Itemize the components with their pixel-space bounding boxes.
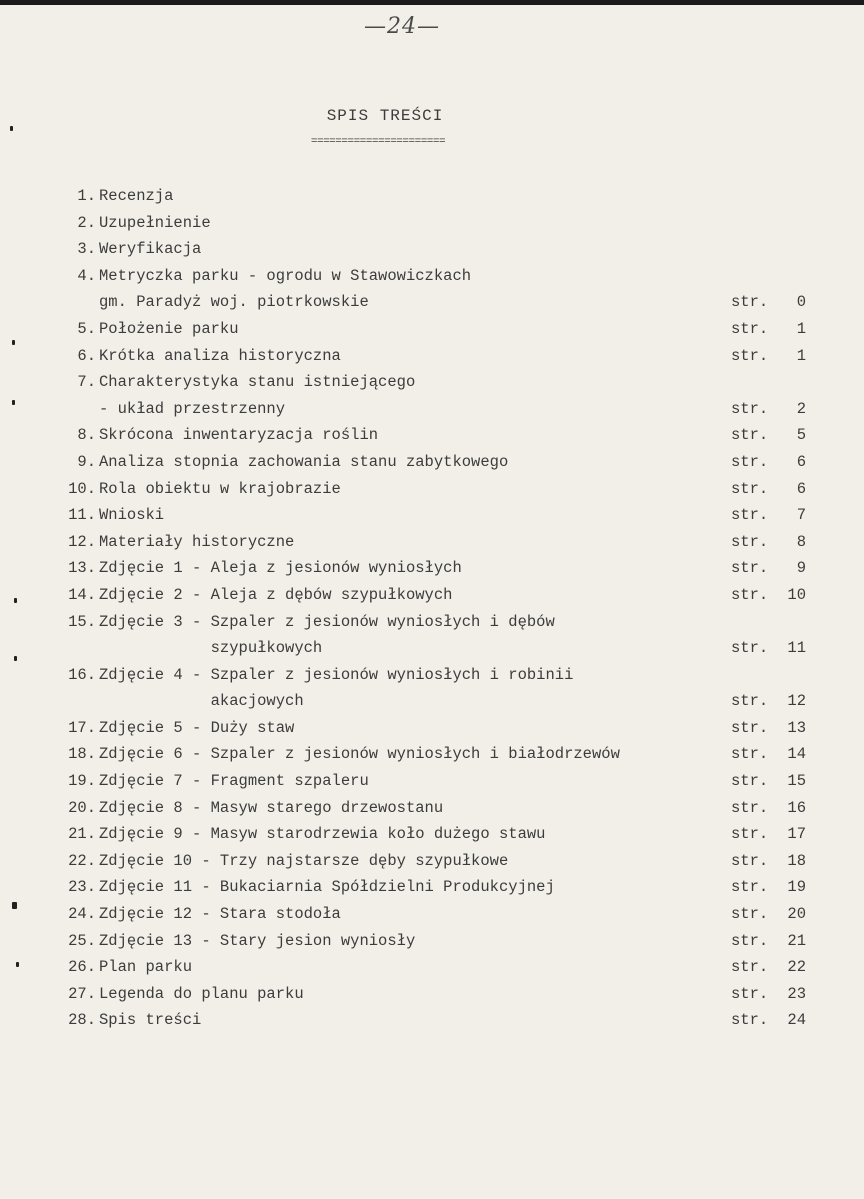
toc-entry <box>56 345 816 372</box>
page-value: 13 <box>787 718 806 737</box>
toc-entry-page <box>731 850 811 872</box>
title-underline: ====================== <box>310 136 446 148</box>
toc-entry <box>56 690 816 717</box>
toc-entry-title: Materiały historyczne <box>99 532 295 551</box>
toc-entry-page <box>731 291 811 313</box>
toc-entry <box>56 185 816 212</box>
scan-top-edge <box>0 0 864 5</box>
toc-entry-number: 25. <box>68 931 96 950</box>
page-prefix: str. <box>731 825 769 844</box>
page-value: 17 <box>787 825 806 844</box>
toc-entry-number: 20. <box>68 798 96 817</box>
toc-entry <box>56 983 816 1010</box>
toc-entry <box>56 770 816 797</box>
page-prefix: str. <box>731 559 769 578</box>
page-prefix: str. <box>731 639 769 658</box>
toc-entry-page <box>731 451 811 473</box>
toc-entry-number: 26. <box>68 958 96 977</box>
toc-entry-page <box>731 478 811 500</box>
toc-entry-number: 11. <box>68 506 96 525</box>
toc-entry <box>56 478 816 505</box>
toc-entry-page <box>731 717 811 739</box>
page-value: 8 <box>796 532 806 551</box>
toc-entry-page <box>731 345 811 367</box>
toc-entry <box>56 424 816 451</box>
toc-entry-number: 17. <box>68 718 96 737</box>
toc-entry-title: Zdjęcie 9 - Masyw starodrzewia koło dużego stawu <box>99 825 546 844</box>
toc-entry-page <box>731 504 811 526</box>
toc-entry-page <box>731 637 811 659</box>
toc-entry <box>56 451 816 478</box>
toc-entry-title: Spis treści <box>99 1011 202 1030</box>
page-value: 14 <box>787 745 806 764</box>
toc-entry-title: Zdjęcie 5 - Duży staw <box>99 718 295 737</box>
toc-entry-number: 16. <box>68 665 96 684</box>
page-number: —24— <box>364 14 440 39</box>
page-value: 24 <box>787 1011 806 1030</box>
toc-entry-page <box>731 690 811 712</box>
toc-entry-number: 18. <box>68 745 96 764</box>
toc-entry-number: 19. <box>68 772 96 791</box>
toc-entry <box>56 930 816 957</box>
page-prefix: str. <box>731 293 769 312</box>
toc-entry <box>56 637 816 664</box>
toc-entry-title: - układ przestrzenny <box>99 399 286 418</box>
page-prefix: str. <box>731 426 769 445</box>
toc-entry-number: 3. <box>77 240 96 259</box>
toc-entry-title: Zdjęcie 11 - Bukaciarnia Spółdzielni Produkcyjnej <box>99 878 555 897</box>
toc-entry-page <box>731 1009 811 1031</box>
toc-entry-title: akacjowych <box>99 692 304 711</box>
page-prefix: str. <box>731 984 769 1003</box>
toc-entry <box>56 797 816 824</box>
page-value: 19 <box>787 878 806 897</box>
toc-entry <box>56 876 816 903</box>
page-value: 20 <box>787 905 806 924</box>
page-prefix: str. <box>731 1011 769 1030</box>
page-value: 1 <box>796 346 806 365</box>
toc-entry <box>56 743 816 770</box>
toc-entry <box>56 504 816 531</box>
page-prefix: str. <box>731 452 769 471</box>
margin-mark <box>10 126 13 131</box>
page-prefix: str. <box>731 585 769 604</box>
toc-entry-title: Zdjęcie 4 - Szpaler z jesionów wyniosłych i robinii <box>99 665 574 684</box>
toc-entry-title: Legenda do planu parku <box>99 984 304 1003</box>
page-value: 1 <box>796 319 806 338</box>
toc-entry-title: Analiza stopnia zachowania stanu zabytkowego <box>99 452 509 471</box>
page-value: 10 <box>787 585 806 604</box>
toc-entry <box>56 212 816 239</box>
margin-mark <box>14 598 17 603</box>
toc-entry-page <box>731 531 811 553</box>
toc-entry-title: Skrócona inwentaryzacja roślin <box>99 426 379 445</box>
toc-entry-title: Plan parku <box>99 958 193 977</box>
page-prefix: str. <box>731 745 769 764</box>
toc-entry-title: Zdjęcie 6 - Szpaler z jesionów wyniosłych i białodrzewów <box>99 745 620 764</box>
toc-entry-title: Zdjęcie 3 - Szpaler z jesionów wyniosłych i dębów <box>99 612 555 631</box>
toc-entry-page <box>731 424 811 446</box>
page-prefix: str. <box>731 931 769 950</box>
toc-entry-page <box>731 983 811 1005</box>
toc-entry-page <box>731 903 811 925</box>
toc-entry-number: 2. <box>77 213 96 232</box>
toc-entry-number: 1. <box>77 187 96 205</box>
toc-entry <box>56 531 816 558</box>
page-prefix: str. <box>731 798 769 817</box>
toc-entry-number: 15. <box>68 612 96 631</box>
toc-entry-title: Rola obiektu w krajobrazie <box>99 479 341 498</box>
toc-entry-title: Recenzja <box>99 187 174 205</box>
margin-mark <box>12 340 15 345</box>
page-prefix: str. <box>731 532 769 551</box>
toc-entry-title: Uzupełnienie <box>99 213 211 232</box>
page-prefix: str. <box>731 692 769 711</box>
toc-entry <box>56 265 816 292</box>
page-value: 22 <box>787 958 806 977</box>
page-title: SPIS TREŚCI <box>326 107 444 125</box>
page-value: 0 <box>796 293 806 312</box>
margin-mark <box>12 400 15 405</box>
toc-entry-number: 8. <box>77 426 96 445</box>
toc-entry-number: 5. <box>77 319 96 338</box>
toc-entry-page <box>731 930 811 952</box>
toc-entry-number: 4. <box>77 266 96 285</box>
toc-entry-number: 28. <box>68 1011 96 1030</box>
page-value: 5 <box>796 426 806 445</box>
toc-entry <box>56 850 816 877</box>
toc-entry-page <box>731 743 811 765</box>
toc-entry-number: 7. <box>77 373 96 392</box>
page-prefix: str. <box>731 905 769 924</box>
toc-entry <box>56 398 816 425</box>
toc-entry-page <box>731 770 811 792</box>
page-value: 2 <box>796 399 806 418</box>
toc-entry <box>56 238 816 265</box>
page-value: 7 <box>796 506 806 525</box>
page-value: 12 <box>787 692 806 711</box>
toc-entry <box>56 903 816 930</box>
page-prefix: str. <box>731 346 769 365</box>
toc-entry-title: Zdjęcie 1 - Aleja z jesionów wyniosłych <box>99 559 462 578</box>
toc-entry-number: 9. <box>77 452 96 471</box>
page-value: 16 <box>787 798 806 817</box>
toc-entry-title: Wnioski <box>99 506 165 525</box>
page-prefix: str. <box>731 958 769 977</box>
page-prefix: str. <box>731 772 769 791</box>
toc-entry-page <box>731 557 811 579</box>
page-prefix: str. <box>731 479 769 498</box>
toc-entry <box>56 291 816 318</box>
margin-mark <box>16 962 19 967</box>
toc-entry-title: Położenie parku <box>99 319 239 338</box>
margin-mark <box>14 656 17 661</box>
toc-entry-title: Zdjęcie 7 - Fragment szpaleru <box>99 772 369 791</box>
page-prefix: str. <box>731 399 769 418</box>
toc-entry <box>56 717 816 744</box>
toc-entry-page <box>731 876 811 898</box>
page-prefix: str. <box>731 506 769 525</box>
page-value: 9 <box>796 559 806 578</box>
toc-entry-title: szypułkowych <box>99 639 323 658</box>
page-prefix: str. <box>731 718 769 737</box>
table-of-contents <box>56 185 816 1036</box>
toc-entry-number: 27. <box>68 984 96 1003</box>
toc-entry-page <box>731 956 811 978</box>
page-prefix: str. <box>731 319 769 338</box>
toc-entry-number: 13. <box>68 559 96 578</box>
toc-entry-title: Zdjęcie 2 - Aleja z dębów szypułkowych <box>99 585 453 604</box>
page-value: 21 <box>787 931 806 950</box>
toc-entry-number: 23. <box>68 878 96 897</box>
toc-entry <box>56 371 816 398</box>
toc-entry-title: Zdjęcie 10 - Trzy najstarsze dęby szypułkowe <box>99 851 509 870</box>
toc-entry <box>56 318 816 345</box>
toc-entry-page <box>731 797 811 819</box>
toc-entry-number: 24. <box>68 905 96 924</box>
toc-entry-title: Zdjęcie 13 - Stary jesion wyniosły <box>99 931 416 950</box>
toc-entry <box>56 611 816 638</box>
toc-entry <box>56 956 816 983</box>
toc-entry-title: gm. Paradyż woj. piotrkowskie <box>99 293 369 312</box>
toc-entry-page <box>731 318 811 340</box>
toc-entry-page <box>731 823 811 845</box>
toc-entry <box>56 664 816 691</box>
toc-entry-number: 14. <box>68 585 96 604</box>
toc-entry <box>56 584 816 611</box>
page-prefix: str. <box>731 851 769 870</box>
toc-entry-number: 22. <box>68 851 96 870</box>
toc-entry-number: 12. <box>68 532 96 551</box>
toc-entry-page <box>731 398 811 420</box>
toc-entry-number: 21. <box>68 825 96 844</box>
toc-entry <box>56 557 816 584</box>
toc-entry-page <box>731 584 811 606</box>
page-value: 23 <box>787 984 806 1003</box>
page-prefix: str. <box>731 878 769 897</box>
toc-entry-number: 6. <box>77 346 96 365</box>
toc-entry-title: Metryczka parku - ogrodu w Stawowiczkach <box>99 266 472 285</box>
toc-entry-title: Zdjęcie 8 - Masyw starego drzewostanu <box>99 798 444 817</box>
toc-entry-title: Krótka analiza historyczna <box>99 346 341 365</box>
page-value: 18 <box>787 851 806 870</box>
toc-entry <box>56 823 816 850</box>
margin-mark <box>12 902 17 909</box>
page-value: 6 <box>796 452 806 471</box>
page-value: 6 <box>796 479 806 498</box>
page-value: 11 <box>787 639 806 658</box>
toc-entry-title: Charakterystyka stanu istniejącego <box>99 373 416 392</box>
toc-entry-title: Zdjęcie 12 - Stara stodoła <box>99 905 341 924</box>
toc-entry-number: 10. <box>68 479 96 498</box>
page-value: 15 <box>787 772 806 791</box>
toc-entry <box>56 1009 816 1036</box>
toc-entry-title: Weryfikacja <box>99 240 202 259</box>
